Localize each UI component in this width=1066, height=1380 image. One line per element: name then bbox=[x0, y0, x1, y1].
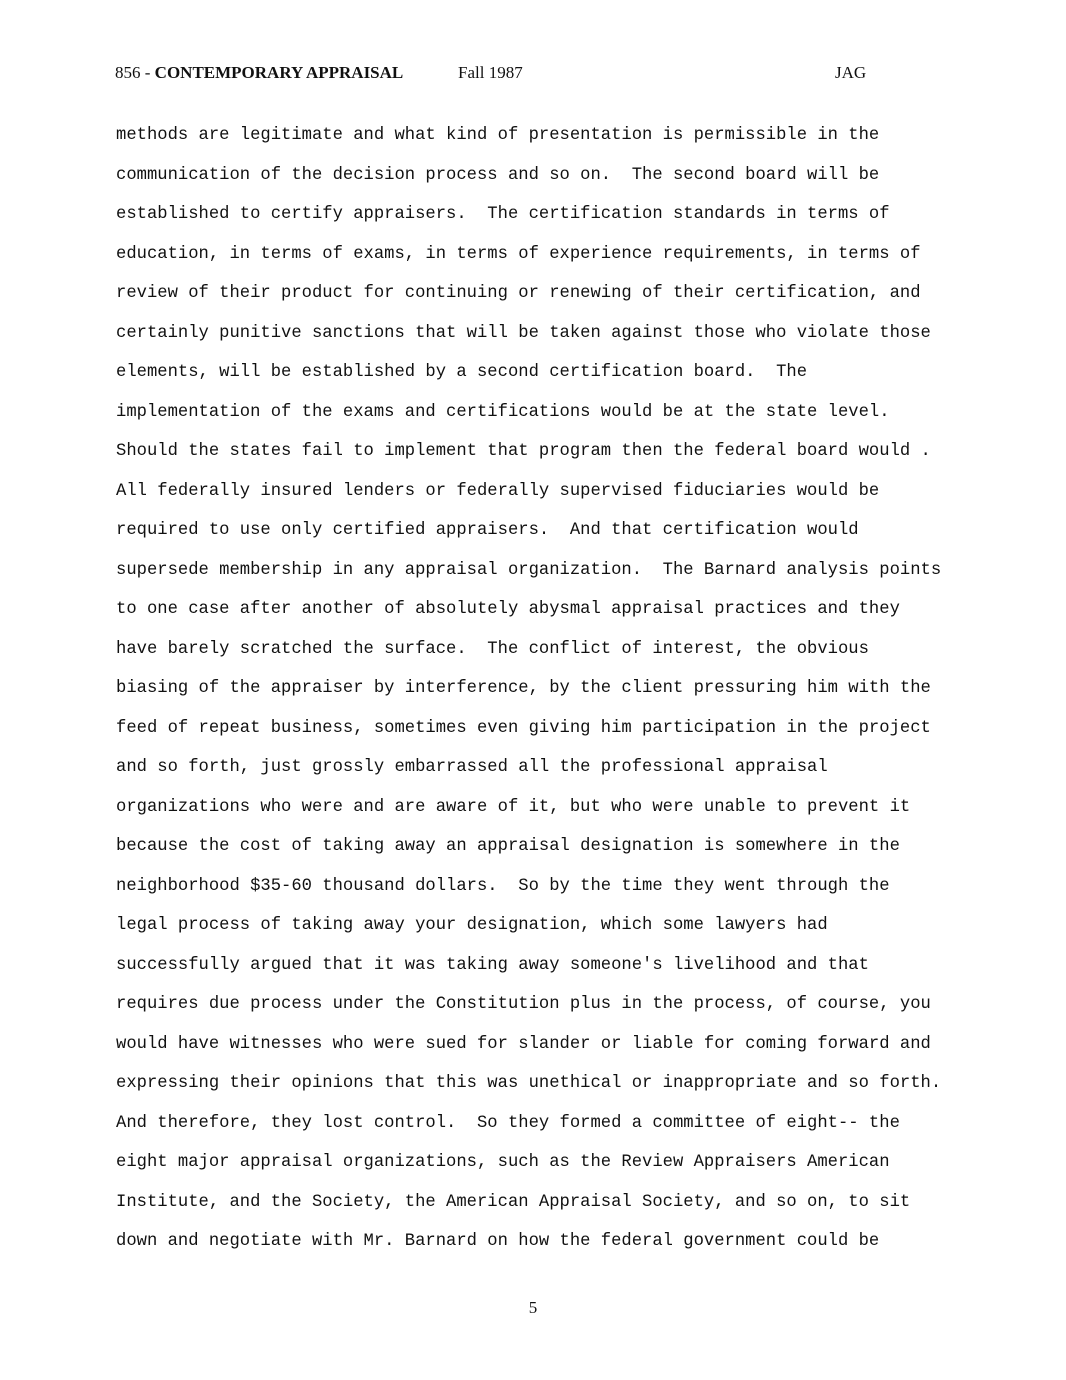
text-line: required to use only certified appraisers. And that certification would bbox=[116, 521, 859, 540]
text-line: eight major appraisal organizations, such as the Review Appraisers American bbox=[116, 1153, 890, 1172]
text-line: established to certify appraisers. The certification standards in terms of bbox=[116, 205, 890, 224]
transcript-body bbox=[116, 123, 1016, 1269]
page-header bbox=[115, 62, 875, 84]
text-line: supersede membership in any appraisal organization. The Barnard analysis points bbox=[116, 560, 942, 580]
course-title: CONTEMPORARY APPRAISAL bbox=[154, 63, 404, 82]
text-line: implementation of the exams and certifications would be at the state level. bbox=[116, 402, 890, 422]
text-line: methods are legitimate and what kind of presentation is permissible in the bbox=[116, 126, 880, 145]
text-line: organizations who were and are aware of it, but who were unable to prevent it bbox=[116, 797, 911, 817]
text-line: All federally insured lenders or federally supervised fiduciaries would be bbox=[116, 481, 880, 501]
text-line: expressing their opinions that this was unethical or inappropriate and so forth. bbox=[116, 1074, 942, 1093]
text-line: Institute, and the Society, the American Appraisal Society, and so on, to sit bbox=[116, 1192, 911, 1212]
course-heading bbox=[115, 62, 403, 84]
text-line: elements, will be established by a second certification board. The bbox=[116, 363, 808, 382]
text-line: certainly punitive sanctions that will be taken against those who violate those bbox=[116, 323, 931, 343]
text-line: communication of the decision process and so on. The second board will be bbox=[116, 165, 880, 185]
text-line: to one case after another of absolutely abysmal appraisal practices and they bbox=[116, 600, 900, 619]
text-line: down and negotiate with Mr. Barnard on how the federal government could be bbox=[116, 1232, 880, 1251]
text-line: because the cost of taking away an appraisal designation is somewhere in the bbox=[116, 837, 900, 856]
text-line: And therefore, they lost control. So they formed a committee of eight-- the bbox=[116, 1113, 900, 1133]
text-line: and so forth, just grossly embarrassed all the professional appraisal bbox=[116, 758, 828, 777]
text-line: successfully argued that it was taking away someone's livelihood and that bbox=[116, 955, 869, 975]
text-line: review of their product for continuing or renewing of their certification, and bbox=[116, 284, 921, 303]
text-line: neighborhood $35-60 thousand dollars. So by the time they went through the bbox=[116, 876, 890, 896]
course-term: Fall 1987 bbox=[458, 63, 523, 82]
course-number: 856 - bbox=[115, 63, 155, 82]
author-initials: JAG bbox=[835, 63, 867, 82]
text-line: legal process of taking away your designation, which some lawyers had bbox=[116, 916, 828, 935]
text-line: would have witnesses who were sued for slander or liable for coming forward and bbox=[116, 1034, 931, 1054]
page-number: 5 bbox=[528, 1298, 538, 1317]
text-line: feed of repeat business, sometimes even giving him participation in the project bbox=[116, 718, 931, 738]
text-line: have barely scratched the surface. The conflict of interest, the obvious bbox=[116, 639, 869, 659]
text-line: Should the states fail to implement that program then the federal board would . bbox=[116, 442, 931, 461]
text-line: biasing of the appraiser by interference, by the client pressuring him with the bbox=[116, 679, 931, 698]
text-line: education, in terms of exams, in terms of experience requirements, in terms of bbox=[116, 244, 921, 264]
text-line: requires due process under the Constitution plus in the process, of course, you bbox=[116, 995, 931, 1014]
